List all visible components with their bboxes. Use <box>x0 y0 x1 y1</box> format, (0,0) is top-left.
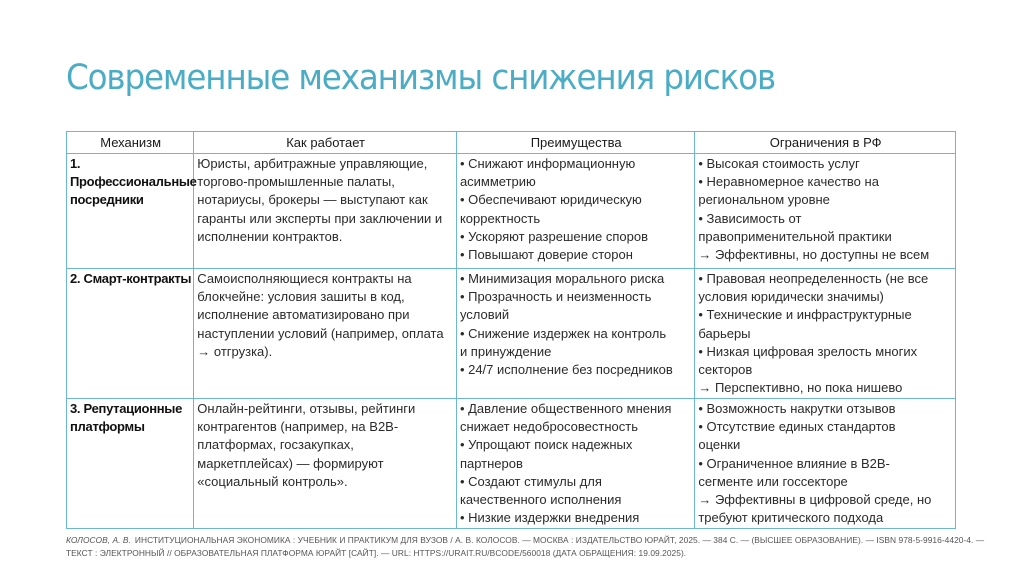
cell-line: Профессиональные <box>70 174 197 190</box>
cell-line: • Зависимость от <box>698 210 802 226</box>
cell-line: • Минимизация морального риска <box>459 271 665 286</box>
mechanism-cell <box>67 399 194 529</box>
cell-line: сегменте или госсекторе <box>698 473 848 489</box>
cell-line: 2. Смарт-контракты <box>70 271 192 286</box>
cell-line: платформы <box>70 419 145 435</box>
cell-line: • Упрощают поиск надежных <box>459 437 633 453</box>
cell-line: • Создают стимулы для <box>459 473 602 489</box>
cell-line: • Снижение издержек на контроль <box>459 325 667 341</box>
cell-line: исполнение автоматизировано при <box>197 307 410 323</box>
cell-line: «социальный контроль». <box>197 473 348 489</box>
cell-line: платформах, госзакупках, <box>197 437 354 453</box>
citation-line-1 <box>66 534 984 547</box>
cell-line: требуют критического подхода <box>698 510 884 526</box>
cell-line: → Эффективны в цифровой среде, но <box>698 492 932 508</box>
cell-line: • Низкие издержки внедрения <box>459 510 640 526</box>
cell-line: • Низкая цифровая зрелость многих <box>698 343 918 359</box>
mechanism-cell <box>67 154 197 269</box>
table-row <box>67 154 956 269</box>
cell-line: • 24/7 исполнение без посредников <box>459 362 673 378</box>
cell-line: торгово-промышленные палаты, <box>197 174 395 190</box>
cell-line: • Обеспечивают юридическую <box>459 192 642 208</box>
cell-line: правоприменительной практики <box>698 228 892 244</box>
cell-line: корректность <box>459 210 541 226</box>
cell-line: снижает недобросовестность <box>459 419 638 435</box>
cell-line: партнеров <box>459 455 523 471</box>
cell-line: нотариусы, брокеры — выступают как <box>197 192 428 208</box>
cell-line: • Неравномерное качество на <box>698 174 879 190</box>
advantages-cell <box>456 399 694 529</box>
header-limitations: Ограничения в РФ <box>695 132 956 154</box>
cell-line: • Давление общественного мнения <box>459 401 672 416</box>
cell-line: исполнении контрактов. <box>197 228 343 244</box>
cell-line: наступлении условий (например, оплата <box>197 325 444 341</box>
cell-line: Онлайн-рейтинги, отзывы, рейтинги <box>197 401 416 416</box>
cell-line: и принуждение <box>459 343 552 359</box>
cell-line: • Отсутствие единых стандартов <box>698 419 896 435</box>
cell-line: • Ограниченное влияние в B2B- <box>698 455 890 471</box>
cell-line: контрагентов (например, на B2B- <box>197 419 399 435</box>
risk-mechanisms-table <box>66 131 956 529</box>
cell-line: • Правовая неопределенность (не все <box>698 271 929 286</box>
limitations-cell <box>695 399 956 529</box>
cell-line: гаранты или эксперты при заключении и <box>197 210 443 226</box>
cell-line: условий <box>459 307 510 323</box>
cell-line: → Перспективно, но пока нишево <box>698 380 903 396</box>
cell-line: • Технические и инфраструктурные <box>698 307 912 323</box>
cell-line: Самоисполняющиеся контракты на <box>197 271 412 286</box>
mechanism-cell <box>67 269 194 399</box>
cell-line: → Эффективны, но доступны не всем <box>698 247 930 263</box>
advantages-cell <box>456 269 694 399</box>
cell-line: • Ускоряют разрешение споров <box>459 228 649 244</box>
cell-line: • Возможность накрутки отзывов <box>698 401 896 416</box>
header-advantages: Преимущества <box>456 132 694 154</box>
how-cell <box>194 154 457 269</box>
cell-line: секторов <box>698 362 753 378</box>
slide-title: Современные механизмы снижения рисков <box>66 58 776 98</box>
citation-line-2: ТЕКСТ : ЭЛЕКТРОННЫЙ // ОБРАЗОВАТЕЛЬНАЯ ПЛАТФОРМА ЮРАЙТ [САЙТ]. — URL: HTTPS://URAIT.RU/BCODE/560018 (ДАТА ОБРАЩЕНИЯ: 19.09.2025). <box>66 547 687 558</box>
header-how-it-works: Как работает <box>194 132 457 154</box>
table-row <box>67 269 956 399</box>
cell-line: 1. <box>70 156 81 171</box>
limitations-cell <box>695 154 956 269</box>
advantages-cell <box>456 154 694 269</box>
cell-line: маркетплейсах) — формируют <box>197 455 384 471</box>
how-cell <box>194 269 457 399</box>
citation-text-1: ИНСТИТУЦИОНАЛЬНАЯ ЭКОНОМИКА : УЧЕБНИК И ПРАКТИКУМ ДЛЯ ВУЗОВ / А. В. КОЛОСОВ. — МОСКВА : ИЗДАТЕЛЬСТВО ЮРАЙТ, 2025. — 384 С. — (ВЫСШЕЕ ОБРАЗОВАНИЕ). — ISBN 978-5-9916-4420-4. — <box>134 535 985 545</box>
cell-line: • Высокая стоимость услуг <box>698 156 860 171</box>
limitations-cell <box>695 269 956 399</box>
how-cell <box>194 399 457 529</box>
table-row <box>67 399 956 529</box>
cell-line: условия юридически значимы) <box>698 289 884 305</box>
cell-line: • Снижают информационную <box>459 156 636 171</box>
cell-line: Юристы, арбитражные управляющие, <box>197 156 428 171</box>
cell-line: асимметрию <box>459 174 536 190</box>
cell-line: • Повышают доверие сторон <box>459 247 633 263</box>
cell-line: оценки <box>698 437 741 453</box>
cell-line: → отгрузка). <box>197 343 273 359</box>
cell-line: барьеры <box>698 325 751 341</box>
table-header-row <box>67 132 956 154</box>
cell-line: • Прозрачность и неизменность <box>459 289 652 305</box>
header-mechanism: Механизм <box>67 132 194 154</box>
cell-line: блокчейне: условия зашиты в код, <box>197 289 405 305</box>
cell-line: региональном уровне <box>698 192 830 208</box>
cell-line: 3. Репутационные <box>70 401 183 416</box>
citation-footer <box>66 534 984 559</box>
cell-line: качественного исполнения <box>459 492 622 508</box>
cell-line: посредники <box>70 192 144 208</box>
citation-author: КОЛОСОВ, А. В. <box>66 535 131 545</box>
